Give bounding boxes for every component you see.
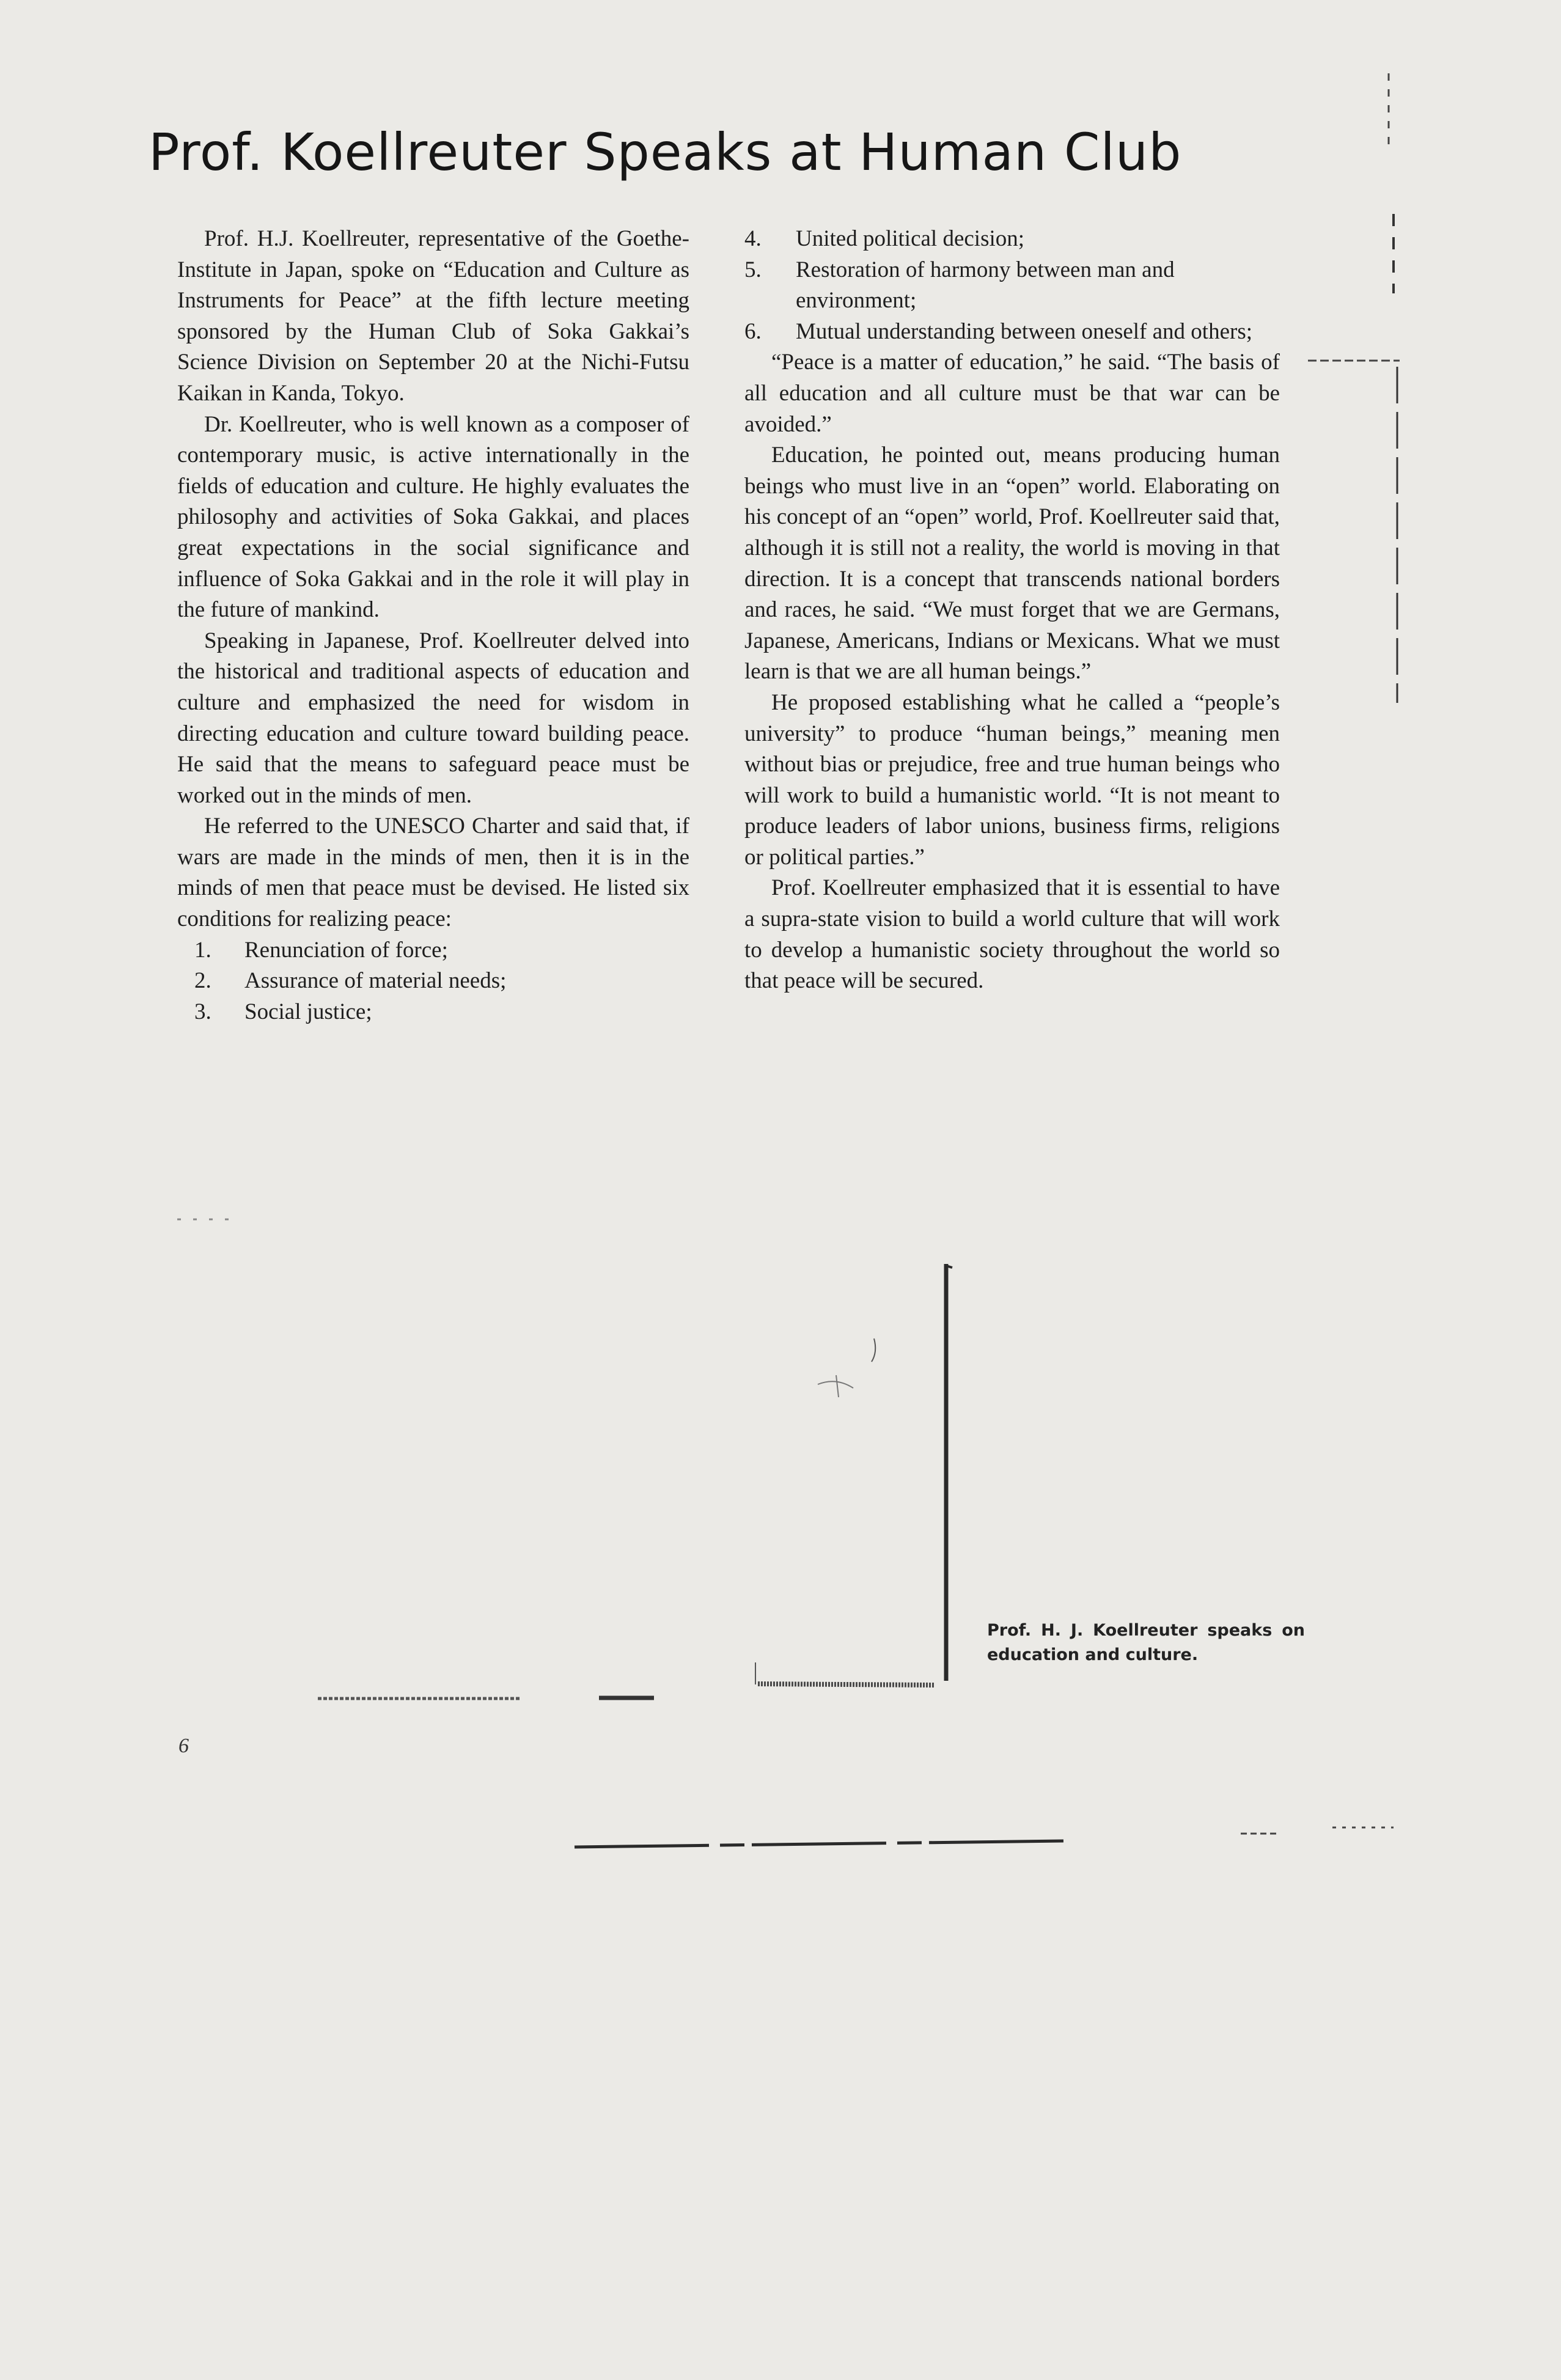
- peace-conditions-list: [177, 935, 689, 1028]
- list-item: [744, 224, 1280, 255]
- list-item: [177, 935, 689, 966]
- article-title: Prof. Koellreuter Speaks at Human Club: [149, 122, 1182, 182]
- photo-caption: Prof. H. J. Koellreuter speaks on education and culture.: [987, 1621, 1305, 1664]
- list-item-text: Restoration of harmony between man and environment;: [796, 257, 1175, 314]
- list-item-text: Renunciation of force;: [244, 937, 448, 963]
- right-column: [744, 224, 1280, 997]
- paragraph-peace-education: “Peace is a matter of education,” he said. “The basis of all education and all culture must be that war can be avoided.”: [744, 350, 1280, 437]
- paragraph-speech: Speaking in Japanese, Prof. Koellreuter delved into the historical and traditional aspects of education and culture and emphasized the need for wisdom in directing education and culture toward building peace. He said that the means to safeguard peace must be worked out in the minds of men.: [177, 628, 689, 808]
- paragraph-conclusion: Prof. Koellreuter emphasized that it is essential to have a supra-state vision to build a world culture that will work to develop a humanistic society throughout the world so that peace will be secured.: [744, 875, 1280, 994]
- page-number: 6: [178, 1735, 189, 1757]
- list-item-number: 2.: [194, 968, 211, 994]
- list-item-number: 3.: [194, 999, 211, 1024]
- left-column: [177, 224, 689, 1027]
- paragraph-unesco: He referred to the UNESCO Charter and said that, if wars are made in the minds of men, then it is in the minds of men that peace must be devised. He listed six conditions for realizing peace:: [177, 814, 689, 932]
- list-item-number: 1.: [194, 937, 211, 963]
- list-item-number: 6.: [744, 318, 762, 344]
- peace-conditions-list-continued: [744, 224, 1280, 347]
- list-item: [744, 317, 1280, 348]
- list-item-number: 4.: [744, 226, 762, 251]
- paragraph-open-world: Education, he pointed out, means producing human beings who must live in an “open” world. Elaborating on his concept of an “open” world, Prof. Koellreuter said that, although it is still not a reality, the world is moving in that direction. It is a concept that transcends national borders and races, he said. “We must forget that we are Germans, Japanese, Americans, Indians or Mexicans. What we must learn is that we are all human beings.”: [744, 443, 1280, 685]
- list-item-number: 5.: [744, 257, 762, 282]
- list-item-text: Social justice;: [244, 999, 372, 1024]
- paragraph-peoples-university: He proposed establishing what he called a “people’s university” to produce “human beings,” meaning men without bias or prejudice, free and true human beings who will work to build a humanistic world. “It is not meant to produce leaders of labor unions, business firms, religions or political parties.”: [744, 689, 1280, 870]
- paragraph-biography: Dr. Koellreuter, who is well known as a composer of contemporary music, is active internationally in the fields of education and culture. He highly evaluates the philosophy and activities of Soka Gakkai, and places great expectations in the social significance and influence of Soka Gakkai and in the role it will play in the future of mankind.: [177, 411, 689, 623]
- photo-placeholder: [672, 1259, 960, 1693]
- list-item: [744, 255, 1280, 317]
- list-item: [177, 997, 689, 1028]
- list-item: [177, 966, 689, 997]
- list-item-text: Mutual understanding between oneself and others;: [796, 318, 1252, 344]
- list-item-text: Assurance of material needs;: [244, 968, 507, 994]
- list-item-text: United political decision;: [796, 226, 1025, 251]
- paragraph-intro: Prof. H.J. Koellreuter, representative of the Goethe-Institute in Japan, spoke on “Education and Culture as Instruments for Peace” at the fifth lecture meeting sponsored by the Human Club of Soka Gakkai’s Science Division on September 20 at the Nichi-Futsu Kaikan in Kanda, Tokyo.: [177, 226, 689, 406]
